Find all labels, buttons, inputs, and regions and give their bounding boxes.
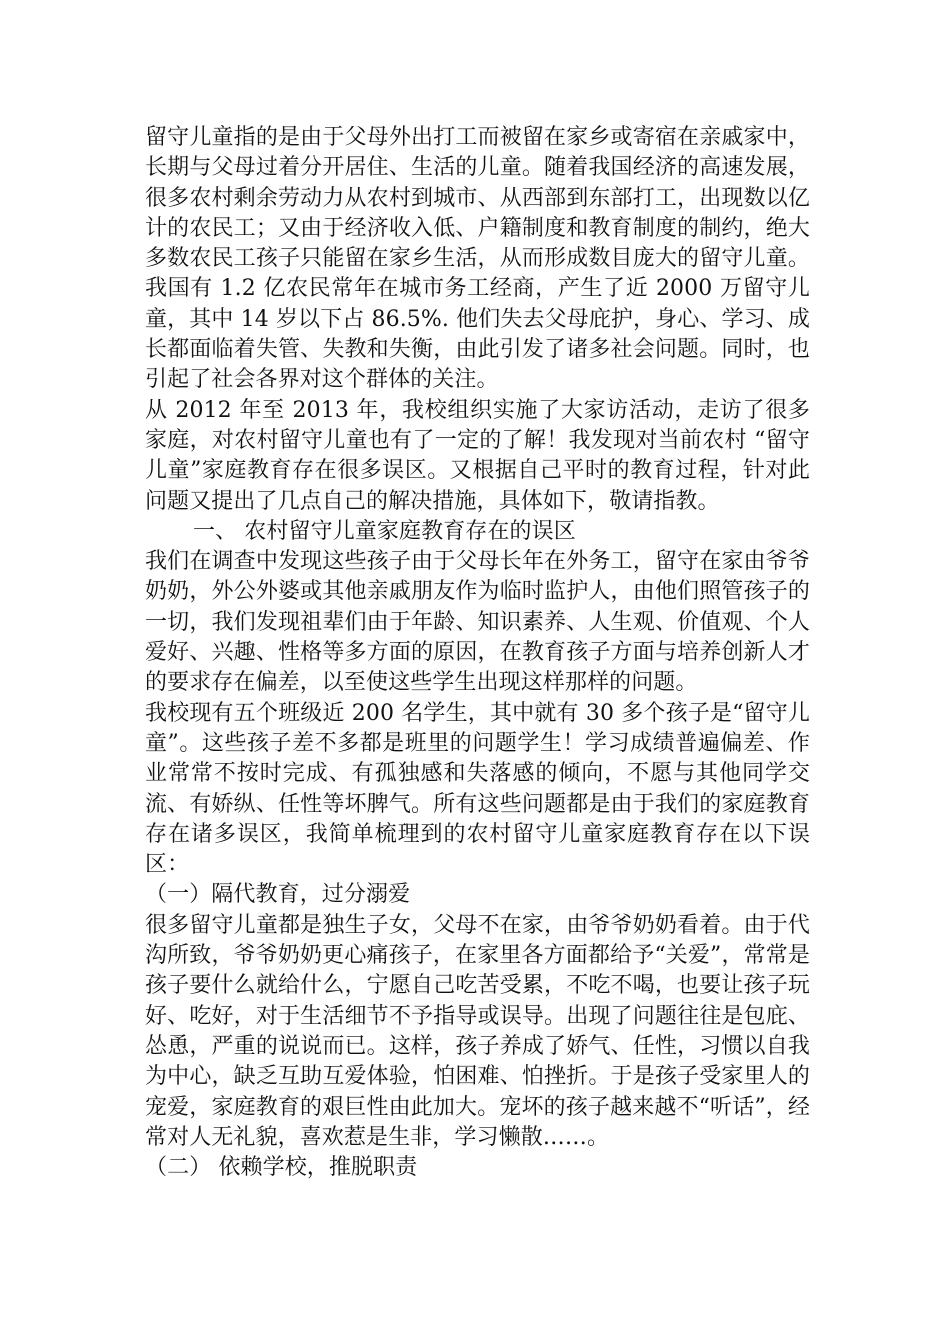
home-visit-paragraph: 从 2012 年至 2013 年，我校组织实施了大家访活动，走访了很多家庭，对农村留守儿童也有了一定的了解！我发现对当前农村 “留守儿童”家庭教育存在很多误区。又根据自己平时的教育过程，针对此问题又提出了几点自己的解决措施，具体如下，敬请指教。 xyxy=(145,397,810,514)
spoiling-paragraph: 很多留守儿童都是独生子女，父母不在家，由爷爷奶奶看着。由于代沟所致，爷爷奶奶更心痛孩子，在家里各方面都给予“关爱”，常常是孩子要什么就给什么，宁愿自己吃苦受累，不吃不喝，也要让孩子玩好、吃好，对于生活细节不予指导或误导。出现了问题往往是包庇、怂恿，严重的说说而已。这样，孩子养成了娇气、任性，习惯以自我为中心，缺乏互助互爱体验，怕困难、怕挫折。于是孩子受家里人的宠爱，家庭教育的艰巨性由此加大。宠坏的孩子越来越不“听话”，经常对人无礼貌，喜欢惹是生非，学习懒散……。 xyxy=(145,912,810,1150)
survey-paragraph: 我们在调查中发现这些孩子由于父母长年在外务工，留守在家由爷爷奶奶，外公外婆或其他亲戚朋友作为临时监护人，由他们照管孩子的一切，我们发现祖辈们由于年龄、知识素养、人生观、价值观、个人爱好、兴趣、性格等多方面的原因，在教育孩子方面与培养创新人才的要求存在偏差，以至使这些学生出现这样那样的问题。 xyxy=(145,549,810,696)
school-paragraph: 我校现有五个班级近 200 名学生，其中就有 30 多个孩子是“留守儿童”。这些孩子差不多都是班里的问题学生！学习成绩普遍偏差、作业常常不按时完成、有孤独感和失落感的倾向，不愿与其他同学交流、有娇纵、任性等坏脾气。所有这些问题都是由于我们的家庭教育存在诸多误区，我简单梳理到的农村留守儿童家庭教育存在以下误区： xyxy=(145,700,810,878)
document-body xyxy=(145,123,810,1183)
subsection-heading-reliance: （二） 依赖学校，推脱职责 xyxy=(145,1155,418,1181)
section-heading-misconceptions: 一、 农村留守儿童家庭教育存在的误区 xyxy=(193,518,576,544)
subsection-heading-spoiling: （一）隔代教育，过分溺爱 xyxy=(145,882,411,908)
intro-paragraph: 留守儿童指的是由于父母外出打工而被留在家乡或寄宿在亲戚家中，长期与父母过着分开居住、生活的儿童。随着我国经济的高速发展，很多农村剩余劳动力从农村到城市、从西部到东部打工，出现数以亿计的农民工；又由于经济收入低、户籍制度和教育制度的制约，绝大多数农民工孩子只能留在家乡生活，从而形成数目庞大的留守儿童。我国有 1.2 亿农民常年在城市务工经商，产生了近 2000 万留守儿童，其中 14 岁以下占 86.5%. 他们失去父母庇护，身心、学习、成长都面临着失管、失教和失衡，由此引发了诸多社会问题。同时，也引起了社会各界对这个群体的关注。 xyxy=(145,125,810,393)
